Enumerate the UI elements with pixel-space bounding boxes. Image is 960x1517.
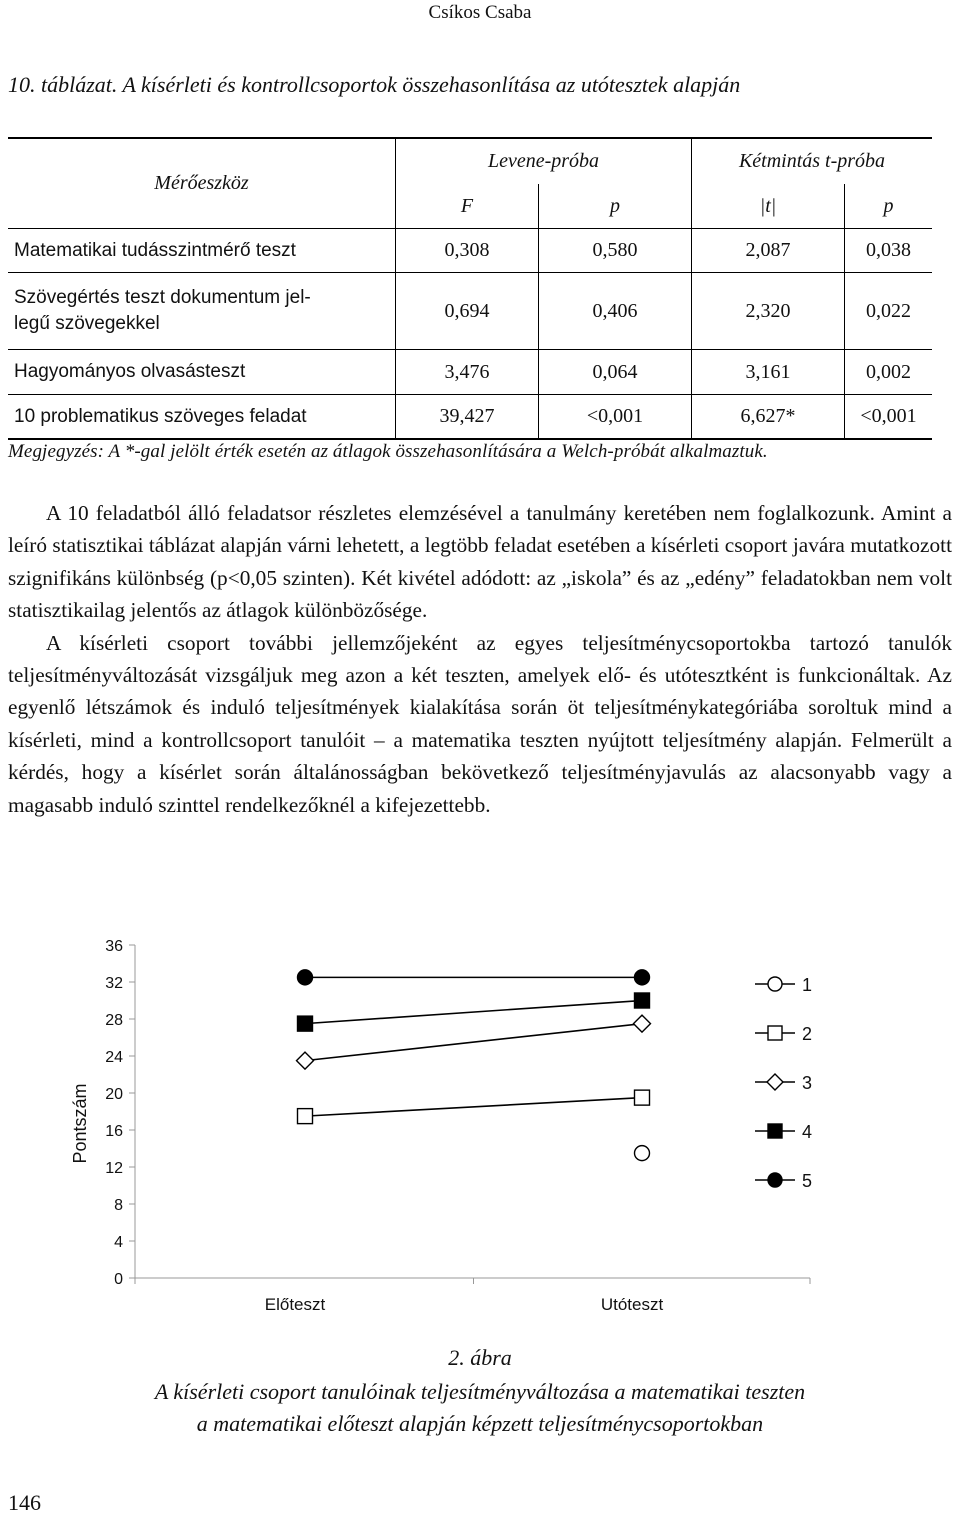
paragraph: A 10 feladatból álló feladatsor részletes elemzésével a tanulmány keretében nem foglalkozunk. Amint a leíró statisztikai táblázat alapján várni lehetett, a legtöbb feladat esetében a kísérleti csoport javára mutatkozott szignifikáns különbség (p<0,05 szinten). Két kivétel adódott: az „iskola” és az „edény” feladatokban nem volt statisztikailag jelentős az átlagok különbözősége. bbox=[8, 501, 952, 623]
data-point bbox=[298, 1109, 313, 1124]
col-head-t: |t| bbox=[692, 184, 845, 229]
y-axis-label: Pontszám bbox=[70, 1083, 90, 1164]
cell-t: 2,087 bbox=[692, 229, 845, 273]
row-label: Hagyományos olvasásteszt bbox=[8, 350, 396, 395]
cell-p-ttest: <0,001 bbox=[860, 405, 917, 427]
cell-p-levene: 0,064 bbox=[539, 350, 692, 395]
cell-t: 6,627* bbox=[692, 395, 845, 440]
data-point bbox=[635, 993, 650, 1008]
cell-p-levene: 0,406 bbox=[539, 273, 692, 350]
figure-caption-line: a matematikai előteszt alapján képzett teljesítménycsoportokban bbox=[196, 1411, 764, 1436]
table-row bbox=[8, 229, 932, 273]
cell-F: 3,476 bbox=[396, 350, 539, 395]
cell-t: 2,320 bbox=[692, 273, 845, 350]
data-point bbox=[767, 1074, 783, 1090]
data-point bbox=[297, 1052, 314, 1069]
comparison-table bbox=[8, 137, 932, 440]
chart-series bbox=[297, 970, 651, 1161]
y-tick-label: 16 bbox=[105, 1123, 123, 1140]
col-head-p-levene: p bbox=[539, 184, 692, 229]
table-note: Megjegyzés: A *-gal jelölt érték esetén az átlagok összehasonlítására a Welch-próbát alkalmaztuk. bbox=[8, 441, 768, 462]
col-head-ttest: Kétmintás t-próba bbox=[738, 150, 886, 172]
cell-p-ttest: 0,022 bbox=[866, 299, 911, 322]
y-tick-label: 4 bbox=[114, 1234, 123, 1251]
legend-label: 2 bbox=[802, 1024, 813, 1044]
data-point bbox=[768, 977, 782, 991]
y-tick-label: 0 bbox=[114, 1271, 123, 1288]
performance-chart bbox=[40, 925, 940, 1325]
legend-label: 4 bbox=[802, 1122, 813, 1142]
data-point bbox=[635, 1090, 650, 1105]
legend-label: 5 bbox=[802, 1171, 813, 1191]
running-header-author: Csíkos Csaba bbox=[428, 2, 532, 23]
x-tick-label: Előteszt bbox=[264, 1295, 326, 1314]
series-line bbox=[305, 1001, 642, 1024]
chart-legend bbox=[755, 975, 812, 1191]
y-tick-label: 12 bbox=[105, 1160, 123, 1177]
cell-p-ttest: 0,038 bbox=[866, 239, 911, 261]
cell-p-ttest: 0,002 bbox=[866, 360, 911, 383]
data-point bbox=[768, 1173, 782, 1187]
y-tick-label: 8 bbox=[114, 1197, 123, 1214]
cell-F: 39,427 bbox=[396, 395, 539, 440]
data-point bbox=[768, 1124, 782, 1138]
row-label-line: Szövegértés teszt dokumentum jel- bbox=[14, 287, 311, 308]
col-head-instrument: Mérőeszköz bbox=[8, 138, 396, 229]
y-tick-label: 20 bbox=[105, 1086, 123, 1103]
figure-number: 2. ábra bbox=[448, 1345, 512, 1370]
cell-F: 0,308 bbox=[396, 229, 539, 273]
data-point bbox=[768, 1026, 782, 1040]
cell-F: 0,694 bbox=[396, 273, 539, 350]
cell-p-levene: <0,001 bbox=[539, 395, 692, 440]
row-label: 10 problematikus szöveges feladat bbox=[8, 395, 396, 440]
figure-caption bbox=[0, 1376, 960, 1440]
body-text bbox=[8, 497, 952, 821]
data-point bbox=[635, 1146, 650, 1161]
series-line bbox=[305, 1024, 642, 1061]
table-caption: 10. táblázat. A kísérleti és kontrollcsoportok összehasonlítása az utótesztek alapján bbox=[8, 72, 741, 97]
data-point bbox=[298, 1016, 313, 1031]
data-point bbox=[634, 1015, 651, 1032]
figure-caption-line: A kísérleti csoport tanulóinak teljesítményváltozása a matematikai teszten bbox=[154, 1379, 806, 1404]
row-label: Matematikai tudásszintmérő teszt bbox=[8, 229, 396, 273]
chart-axes bbox=[70, 938, 813, 1314]
y-tick-label: 36 bbox=[105, 938, 123, 955]
row-label-line: legű szövegekkel bbox=[14, 313, 160, 334]
row-label bbox=[8, 273, 396, 350]
y-tick-label: 32 bbox=[105, 975, 123, 992]
y-tick-label: 24 bbox=[105, 1049, 123, 1066]
series-line bbox=[305, 1098, 642, 1117]
page-number: 146 bbox=[8, 1490, 41, 1515]
cell-t: 3,161 bbox=[692, 350, 845, 395]
col-head-levene: Levene-próba bbox=[396, 138, 692, 184]
paragraph: A kísérleti csoport további jellemzőjeként az egyes teljesítménycsoportokba tartozó tanulók teljesítményváltozását vizsgáljuk meg azon a két teszten, amelyek elő- és utótesztként is funkcionáltak. Az egyenlő létszámok és induló teljesítmények kialakítása során öt teljesítménykategóriába soroltuk mind a kísérleti, mind a kontrollcsoport tanulóit – a matematika teszten nyújtott teljesítmény alapján. Felmerült a kérdés, hogy a kísérlet során általánosságban bekövetkező teljesítményjavulás az alacsonyabb vagy a magasabb induló szinttel rendelkezőknél a kifejezettebb. bbox=[8, 630, 952, 817]
legend-label: 3 bbox=[802, 1073, 813, 1093]
data-point bbox=[298, 970, 313, 985]
col-head-F: F bbox=[396, 184, 539, 229]
data-point bbox=[635, 970, 650, 985]
y-tick-label: 28 bbox=[105, 1012, 123, 1029]
table-row bbox=[8, 273, 932, 350]
x-tick-label: Utóteszt bbox=[600, 1295, 664, 1314]
legend-label: 1 bbox=[802, 975, 813, 995]
table-row bbox=[8, 395, 932, 440]
cell-p-levene: 0,580 bbox=[539, 229, 692, 273]
table-row bbox=[8, 350, 932, 395]
col-head-p-ttest: p bbox=[883, 194, 894, 217]
